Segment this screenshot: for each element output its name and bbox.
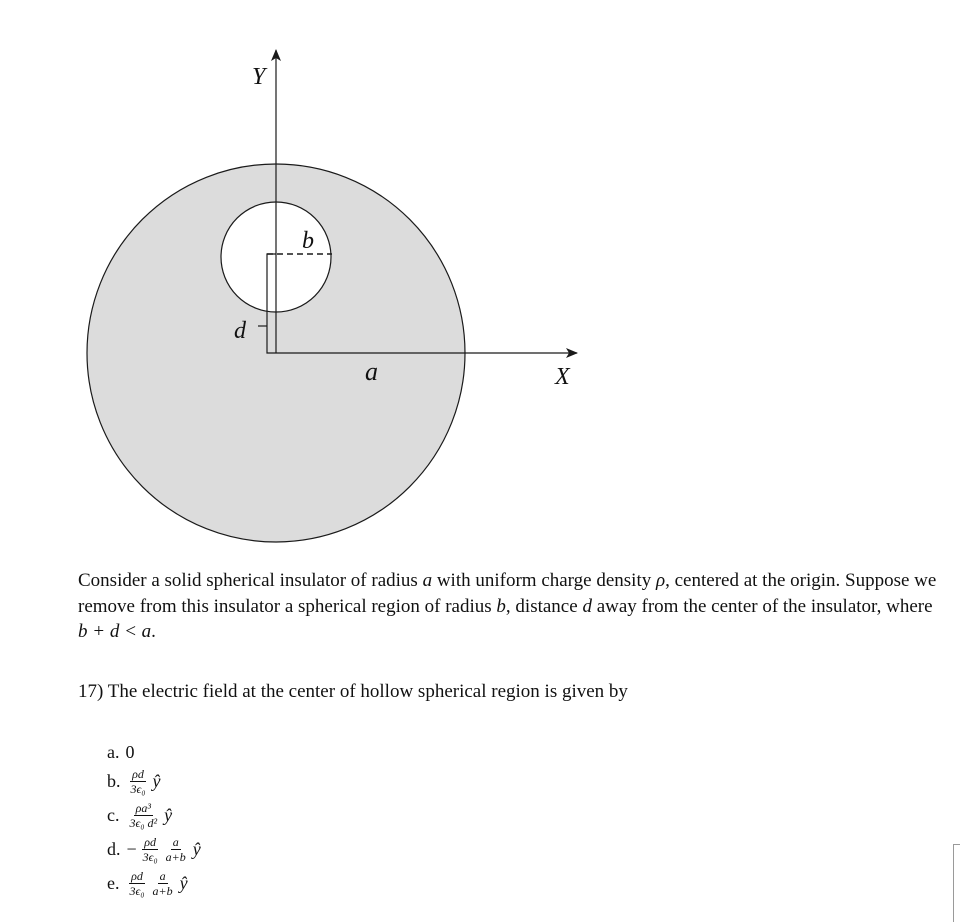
- x-axis-label: X: [555, 364, 570, 390]
- choice-value: 0: [125, 741, 135, 762]
- fraction: $\frac{\text{ρa³}}{\text{3ϵ₀ d²}}$: [129, 800, 158, 830]
- answer-choices: [107, 740, 201, 900]
- fraction: $\frac{\rho d}{\text{3ϵ₀}}$: [129, 868, 145, 898]
- fraction: $\frac{\rho d}{\text{3ϵ₀}}$: [130, 766, 146, 796]
- choice-letter: b.: [107, 770, 121, 791]
- minus-sign: −: [126, 838, 137, 859]
- choice-b[interactable]: [107, 764, 201, 798]
- radius-b-label: b: [302, 228, 314, 254]
- unit-vector: ŷ: [164, 804, 173, 825]
- choice-letter: d.: [107, 838, 121, 859]
- choice-letter: a.: [107, 741, 120, 762]
- y-axis-label: Y: [252, 64, 266, 90]
- problem-statement: Consider a solid spherical insulator of radius a with uniform charge density ρ, centered at the origin. Suppose we remove from this insulator a spherical region of radius b, distance d away from the center of the insulator, where b + d < a.: [78, 570, 937, 642]
- choice-letter: e.: [107, 872, 120, 893]
- radius-a-label: a: [365, 357, 378, 386]
- choice-d[interactable]: [107, 832, 201, 866]
- unit-vector: ŷ: [192, 838, 201, 859]
- question-17: 17) The electric field at the center of hollow spherical region is given by: [78, 681, 628, 702]
- choice-letter: c.: [107, 804, 120, 825]
- unit-vector: ŷ: [152, 770, 161, 791]
- page-edge-frame: [953, 844, 960, 922]
- unit-vector: ŷ: [179, 872, 188, 893]
- distance-d-label: d: [234, 318, 246, 344]
- choice-e[interactable]: [107, 866, 201, 900]
- fraction: $\frac{\rho d}{\text{3ϵ₀}}$: [142, 834, 158, 864]
- fraction: $\frac{a}{a+b}$: [152, 868, 173, 898]
- fraction: $\frac{a}{a+b}$: [165, 834, 186, 864]
- choice-c[interactable]: [107, 798, 201, 832]
- choice-a[interactable]: [107, 740, 201, 764]
